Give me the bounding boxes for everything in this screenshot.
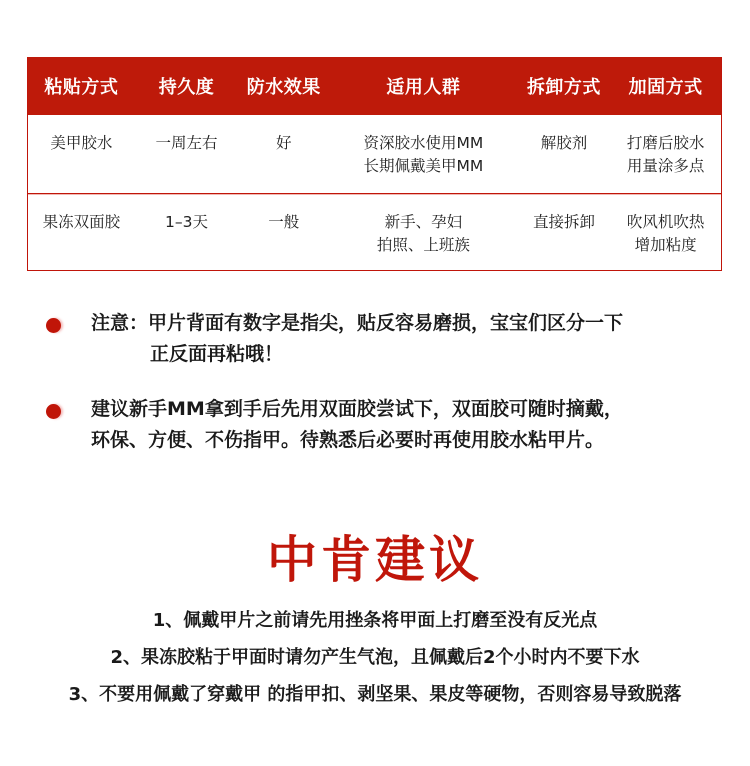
audience-line: 资深胶水使用MM	[363, 134, 484, 152]
note-text	[91, 394, 623, 456]
table-row	[28, 115, 721, 194]
tips-list	[0, 606, 750, 717]
audience-line: 长期佩戴美甲MM	[363, 157, 484, 175]
cell-reinforce	[610, 115, 721, 178]
cell-waterproof: 一般	[268, 213, 300, 231]
header-durability: 持久度	[158, 77, 215, 98]
note-text	[91, 308, 623, 370]
cell-waterproof: 好	[276, 134, 292, 152]
cell-removal: 解胶剂	[540, 134, 588, 152]
section-title: 中肯建议	[267, 531, 483, 589]
note-line: 注意：甲片背面有数字是指尖，贴反容易磨损，宝宝们区分一下	[91, 312, 624, 334]
header-reinforce: 加固方式	[628, 77, 703, 98]
tip-item: 2、果冻胶粘于甲面时请勿产生气泡，且佩戴后2个小时内不要下水	[110, 647, 640, 668]
comparison-table	[27, 57, 722, 271]
note-line: 环保、方便、不伤指甲。待熟悉后必要时再使用胶水粘甲片。	[91, 429, 605, 451]
cell-durability: 1–3天	[165, 213, 209, 231]
table-header	[28, 57, 721, 115]
audience-line: 新手、孕妇	[384, 213, 463, 231]
reinforce-line: 吹风机吹热	[626, 213, 705, 231]
reinforce-line: 用量涂多点	[626, 157, 705, 175]
tip-item: 1、佩戴甲片之前请先用挫条将甲面上打磨至没有反光点	[152, 610, 598, 631]
cell-reinforce	[610, 194, 721, 257]
reinforce-line: 打磨后胶水	[626, 134, 705, 152]
audience-line: 拍照、上班族	[376, 236, 470, 254]
cell-method: 美甲胶水	[50, 134, 113, 152]
note-line: 正反面再粘哦！	[150, 343, 284, 365]
note-line: 建议新手MM拿到手后先用双面胶尝试下，双面胶可随时摘戴，	[91, 398, 623, 420]
table-row	[28, 194, 721, 270]
header-audience: 适用人群	[386, 77, 461, 98]
cell-audience	[329, 194, 517, 257]
cell-removal: 直接拆卸	[532, 213, 595, 231]
header-method: 粘贴方式	[44, 77, 119, 98]
cell-method: 果冻双面胶	[42, 213, 121, 231]
cell-durability: 一周左右	[155, 134, 218, 152]
cell-audience	[329, 115, 517, 178]
header-removal: 拆卸方式	[526, 77, 601, 98]
reinforce-line: 增加粘度	[634, 236, 697, 254]
bullet-dot-icon	[46, 318, 61, 333]
tip-item: 3、不要用佩戴了穿戴甲 的指甲扣、剥坚果、果皮等硬物，否则容易导致脱落	[68, 684, 682, 705]
bullet-dot-icon	[46, 404, 61, 419]
header-waterproof: 防水效果	[246, 77, 321, 98]
